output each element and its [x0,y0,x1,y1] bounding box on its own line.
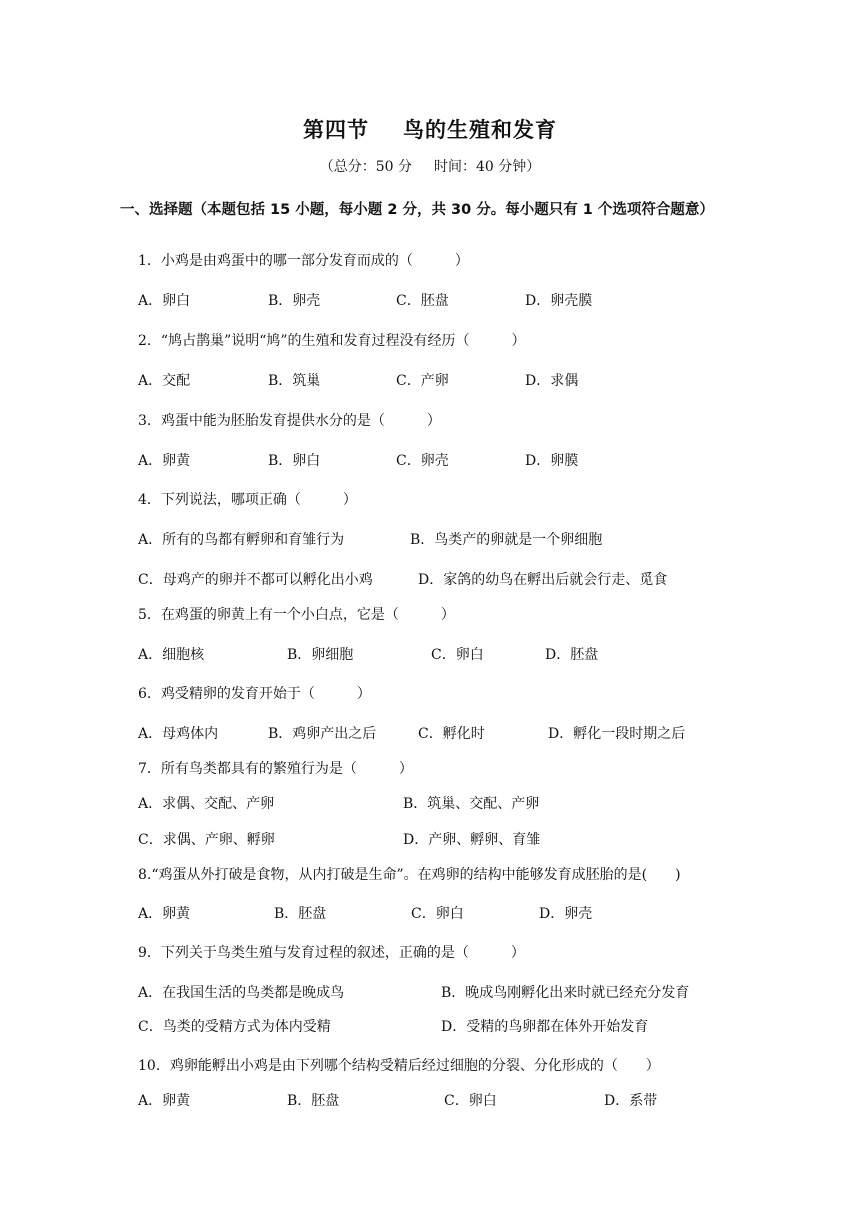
option-a: A．母鸡体内 [138,726,219,742]
option-d: D．胚盘 [545,647,599,663]
page-title [0,114,860,144]
section-heading: 一、选择题（本题包括 15 小题，每小题 2 分，共 30 分。每小题只有 1 个选项符合题意） [120,202,714,218]
option-b: B．鸡卵产出之后 [268,726,377,742]
option-c: C．卵白 [444,1093,497,1109]
option-d: D．孵化一段时期之后 [548,726,686,742]
option-d: D．系带 [604,1093,658,1109]
option-c: C．鸟类的受精方式为体内受精 [138,1019,331,1035]
option-c: C．卵白 [431,647,484,663]
option-a: A．细胞核 [138,647,205,663]
option-c: C．卵壳 [396,453,449,469]
question-stem: 10．鸡卵能孵出小鸡是由下列哪个结构受精后经过细胞的分裂、分化形成的（ ） [138,1058,660,1074]
option-a: A．交配 [138,373,191,389]
option-a: A．求偶、交配、产卵 [138,796,275,812]
total-score: （总分：50 分 [319,159,412,175]
option-d: D．求偶 [525,373,579,389]
option-b: B．筑巢 [268,373,321,389]
option-c: C．胚盘 [396,293,449,309]
option-b: B．卵壳 [268,293,321,309]
option-c: C．母鸡产的卵并不都可以孵化出小鸡 [138,572,373,588]
question-stem: 2．“鸠占鹊巢”说明“鸠”的生殖和发育过程没有经历（ ） [138,333,526,349]
option-b: B．卵白 [268,453,321,469]
question-stem: 7．所有鸟类都具有的繁殖行为是（ ） [138,761,413,777]
option-a: A．卵白 [138,293,191,309]
option-c: C．产卵 [396,373,449,389]
option-a: A．卵黄 [138,453,191,469]
option-d: D．卵壳膜 [525,293,593,309]
exam-info [0,156,860,176]
option-d: D．产卵、孵卵、育雏 [403,832,541,848]
option-c: C．卵白 [411,906,464,922]
option-d: D．卵膜 [525,453,579,469]
option-b: B．筑巢、交配、产卵 [403,796,540,812]
title-section: 第四节 [303,118,369,142]
time-limit: 时间：40 分钟） [434,159,541,175]
question-stem: 6．鸡受精卵的发育开始于（ ） [138,686,371,702]
option-d: D．家鸽的幼鸟在孵出后就会行走、觅食 [418,572,668,588]
question-stem: 4．下列说法，哪项正确（ ） [138,492,357,508]
option-a: A．卵黄 [138,1093,191,1109]
option-b: B．卵细胞 [287,647,354,663]
option-b: B．胚盘 [287,1093,340,1109]
option-b: B．鸟类产的卵就是一个卵细胞 [410,532,603,548]
question-stem: 9．下列关于鸟类生殖与发育过程的叙述，正确的是（ ） [138,945,525,961]
question-stem: 5．在鸡蛋的卵黄上有一个小白点，它是（ ） [138,607,455,623]
title-topic: 鸟的生殖和发育 [403,118,557,142]
option-b: B．胚盘 [274,906,327,922]
option-a: A．在我国生活的鸟类都是晚成鸟 [138,985,345,1001]
option-c: C．孵化时 [418,726,485,742]
option-c: C．求偶、产卵、孵卵 [138,832,275,848]
question-stem: 3．鸡蛋中能为胚胎发育提供水分的是（ ） [138,413,441,429]
option-a: A．卵黄 [138,906,191,922]
option-d: D．卵壳 [539,906,593,922]
option-d: D．受精的鸟卵都在体外开始发育 [441,1019,649,1035]
option-b: B．晚成鸟刚孵化出来时就已经充分发育 [441,985,690,1001]
question-stem: 8.“鸡蛋从外打破是食物，从内打破是生命”。在鸡卵的结构中能够发育成胚胎的是( ) [138,867,681,883]
question-stem: 1．小鸡是由鸡蛋中的哪一部分发育而成的（ ） [138,253,469,269]
option-a: A．所有的鸟都有孵卵和育雏行为 [138,532,345,548]
